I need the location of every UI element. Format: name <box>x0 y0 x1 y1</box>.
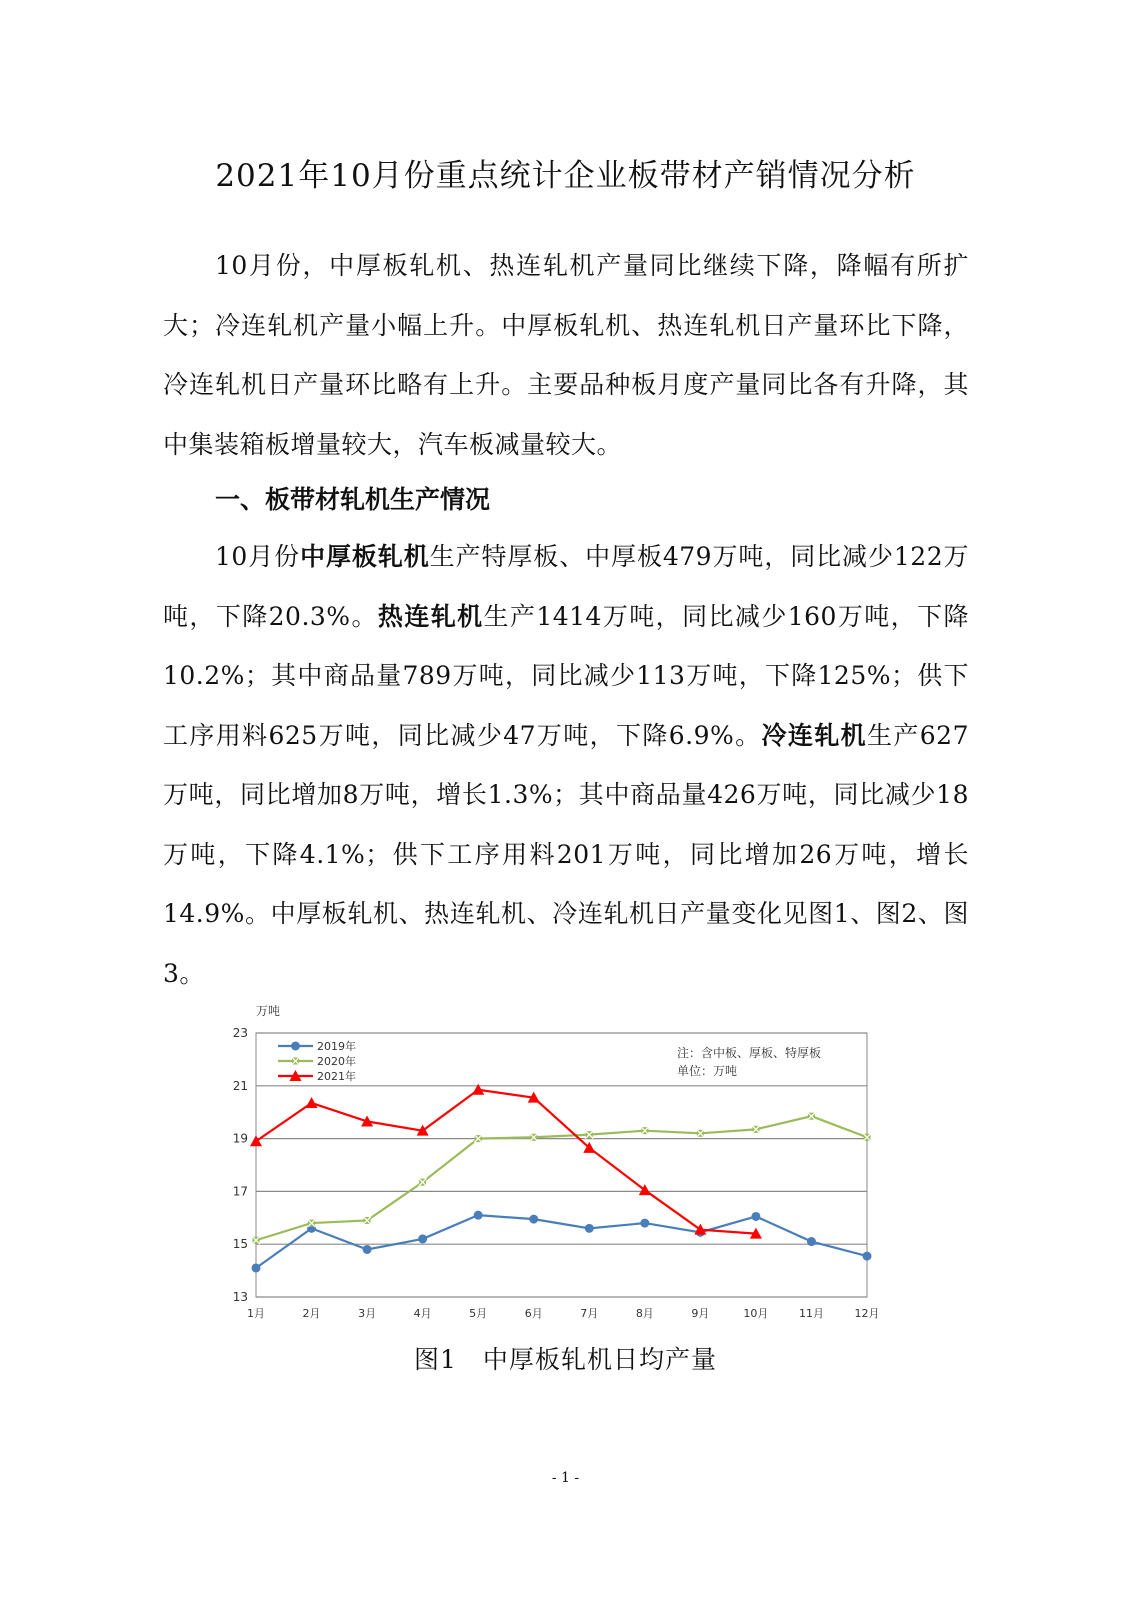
legend-label: 2020年 <box>317 1055 356 1068</box>
chart-note: 注：含中板、厚板、特厚板 <box>677 1046 822 1060</box>
y-tick-label: 23 <box>232 1026 248 1040</box>
x-tick-label: 6月 <box>524 1307 543 1320</box>
term-hot-strip-mill: 热连轧机 <box>377 601 484 631</box>
x-tick-label: 2月 <box>302 1307 321 1320</box>
data-point <box>585 1224 594 1233</box>
x-tick-label: 9月 <box>691 1307 710 1320</box>
paragraph-text: 生产特厚板、中厚板479万吨，同比减少122万吨，下降20.3%。 <box>163 542 970 631</box>
y-axis-label: 万吨 <box>256 1004 281 1018</box>
y-tick-label: 15 <box>232 1237 248 1252</box>
data-point <box>807 1237 816 1246</box>
y-tick-label: 21 <box>232 1078 248 1093</box>
x-tick-label: 10月 <box>743 1307 769 1320</box>
x-tick-label: 8月 <box>635 1307 654 1320</box>
paragraph-text: 生产627万吨，同比增加8万吨，增长1.3%；其中商品量426万吨，同比减少18万吨，下降4.1%；供下工序用料201万吨，同比增加26万吨，增长14.9%。中厚板轧机、热连轧机、冷连轧机日产量变化见图1、图2、图3。 <box>163 720 969 988</box>
series-line <box>256 1090 756 1234</box>
paragraph-text: 10月份 <box>215 542 301 571</box>
x-tick-label: 7月 <box>580 1307 599 1320</box>
series-line <box>256 1116 867 1240</box>
paragraph-text: 生产1414万吨，同比减少160万吨，下降10.2%；其中商品量789万吨，同比减少113万吨，下降125%；供下工序用料625万吨，同比减少47万吨，下降6.9%。 <box>163 601 969 750</box>
data-point <box>751 1212 760 1221</box>
y-tick-label: 13 <box>232 1290 248 1304</box>
x-tick-label: 3月 <box>358 1307 377 1320</box>
page-number: - 1 - <box>551 1470 580 1486</box>
x-tick-label: 11月 <box>798 1307 824 1320</box>
legend-label: 2021年 <box>317 1070 356 1083</box>
legend-label: 2019年 <box>317 1040 356 1053</box>
chart-svg <box>195 995 905 1340</box>
series-line <box>256 1215 867 1268</box>
section-paragraph <box>163 527 969 1003</box>
chart-note: 单位：万吨 <box>677 1064 738 1078</box>
x-tick-label: 5月 <box>469 1307 488 1320</box>
y-tick-label: 19 <box>232 1131 248 1146</box>
data-point <box>250 1135 262 1146</box>
data-point <box>252 1263 261 1272</box>
x-tick-label: 12月 <box>854 1307 880 1320</box>
y-tick-label: 17 <box>232 1184 248 1199</box>
intro-paragraph: 10月份，中厚板轧机、热连轧机产量同比继续下降，降幅有所扩大；冷连轧机产量小幅上升。中厚板轧机、热连轧机日产量环比下降，冷连轧机日产量环比略有上升。主要品种板月度产量同比各有升降，其中集装箱板增量较大，汽车板减量较大。 <box>163 251 969 459</box>
data-point <box>640 1219 649 1228</box>
data-point <box>363 1245 372 1254</box>
term-medium-plate-mill: 中厚板轧机 <box>300 542 430 571</box>
x-tick-label: 1月 <box>247 1307 265 1320</box>
data-point <box>474 1211 483 1220</box>
term-cold-rolling-mill: 冷连轧机 <box>761 720 868 750</box>
data-point <box>291 1042 300 1051</box>
page-title: 2021年10月份重点统计企业板带材产销情况分析 <box>215 158 916 194</box>
figure-caption: 图1 中厚板轧机日均产量 <box>414 1345 717 1374</box>
data-point <box>863 1252 872 1261</box>
data-point <box>418 1234 427 1243</box>
line-chart <box>195 995 905 1340</box>
data-point <box>529 1215 538 1224</box>
x-tick-label: 4月 <box>413 1307 432 1320</box>
section-heading: 一、板带材轧机生产情况 <box>215 485 491 514</box>
data-point <box>306 1097 318 1108</box>
